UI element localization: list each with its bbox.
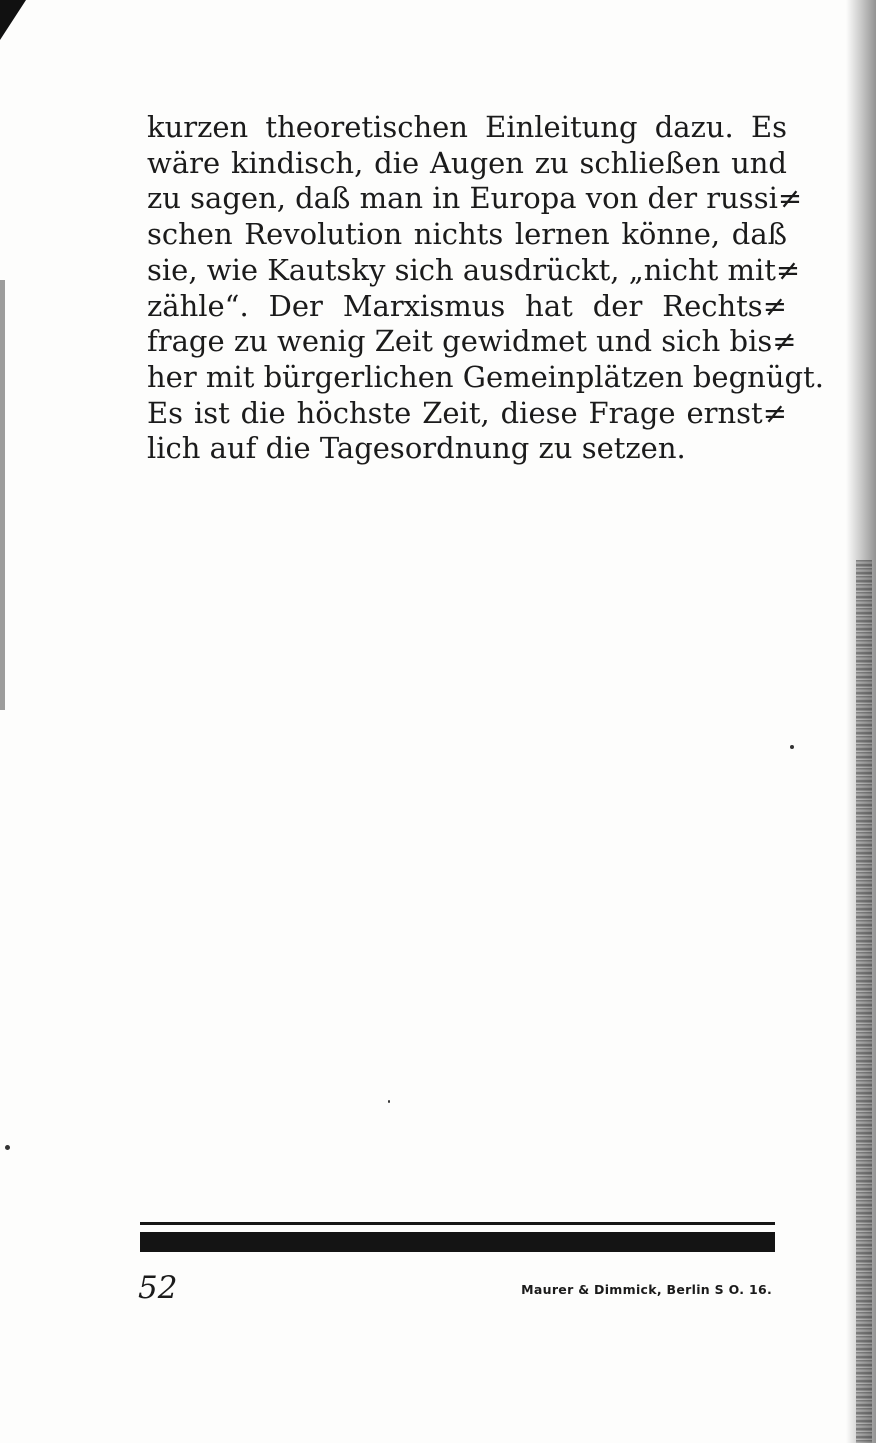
text-line: wäre kindisch, die Augen zu schließen und [147, 145, 787, 180]
text-line: Es ist die höchste Zeit, diese Frage ernst≠ [147, 395, 787, 430]
text-line: zu sagen, daß man in Europa von der russi≠ [147, 181, 803, 216]
text-line: sie, wie Kautsky sich ausdrückt, „nicht mit≠ [147, 252, 801, 287]
text-line: lich auf die Tagesordnung zu setzen. [147, 431, 686, 466]
scan-speck [5, 1145, 10, 1150]
scan-speck [388, 1100, 390, 1103]
text-line: frage zu wenig Zeit gewidmet und sich bis≠ [147, 324, 797, 359]
scan-corner-mark [0, 0, 26, 40]
body-text [147, 110, 824, 467]
text-line: her mit bürgerlichen Gemeinplätzen begnügt. [147, 359, 824, 394]
scan-left-edge [0, 280, 5, 710]
printer-imprint: Maurer & Dimmick, Berlin S O. 16. [521, 1282, 772, 1297]
footer-rule-thin [140, 1222, 775, 1225]
page-number: 52 [138, 1270, 178, 1306]
text-line: schen Revolution nichts lernen könne, daß [147, 217, 787, 252]
footer-rule-thick [140, 1232, 775, 1252]
scan-right-edge-texture [856, 560, 872, 1443]
text-line: kurzen theoretischen Einleitung dazu. Es [147, 110, 787, 144]
scan-speck [790, 745, 794, 749]
text-line: zähle“. Der Marxismus hat der Rechts≠ [147, 288, 787, 323]
